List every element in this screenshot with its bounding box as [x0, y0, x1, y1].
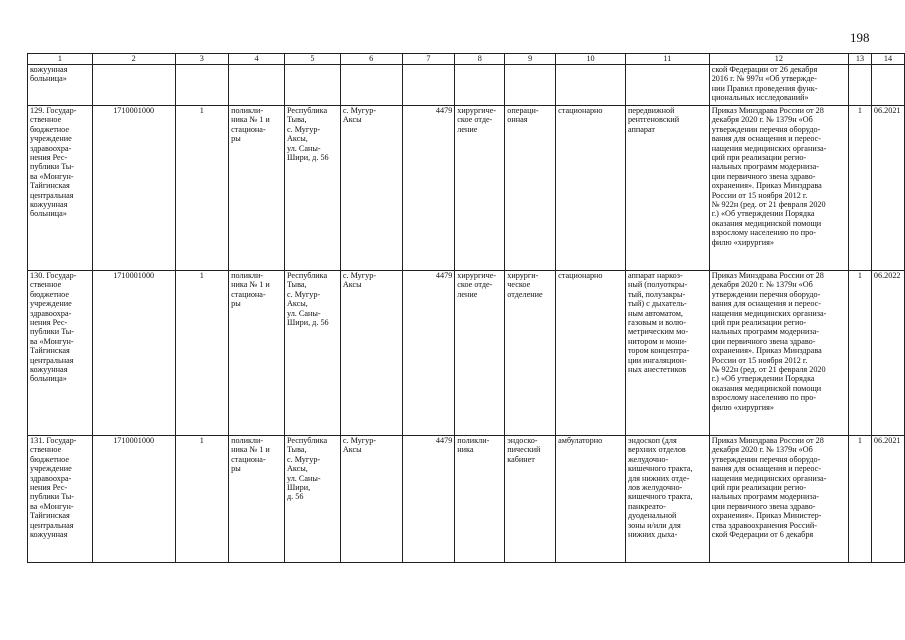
cell-legal-basis: Приказ Минздрава России от 28 декабря 2020 г. № 1379н «Об утверждении перечня оборудо- вания для оснащения и переос- нащения медицинских организа- ций при реализации регио- нальных программ модерниза- ции первичного звена здраво- охранения». Приказ Минздрава России от 15 ноября 2012 г. № 922н (ред. от 21 февраля 2020 г.) «Об утверждении Порядка оказания медицинской помощи взрослому населению по про- филю «хирургия» — [709, 271, 848, 436]
header-cell: 2 — [92, 54, 175, 65]
cell-room: эндоско- пический кабинет — [505, 436, 556, 563]
cell-population: 4479 — [402, 271, 455, 436]
cell-quantity: 1 — [175, 106, 229, 271]
cell-address: Республика Тыва, с. Мугур- Аксы, ул. Саны- Шири, д. 56 — [284, 436, 340, 563]
header-cell: 7 — [402, 54, 455, 65]
cell-code: 1710001000 — [92, 106, 175, 271]
cell-population — [402, 65, 455, 106]
cell-legal-basis: ской Федерации от 26 декабря 2016 г. № 997н «Об утвержде- нии Правил проведения функ- циональных исследований» — [709, 65, 848, 106]
cell-care-type: стационарно — [556, 271, 626, 436]
cell-address: Республика Тыва, с. Мугур- Аксы, ул. Саны- Шири, д. 56 — [284, 271, 340, 436]
cell-address — [284, 65, 340, 106]
header-cell: 5 — [284, 54, 340, 65]
cell-population: 4479 — [402, 106, 455, 271]
cell-facility: поликли- ника № 1 и стациона- ры — [229, 271, 285, 436]
cell-code: 1710001000 — [92, 271, 175, 436]
register-table — [27, 53, 905, 563]
cell-equipment: эндоскоп (для верхних отделов желудочно- кишечного тракта, для нижних отде- лов желудочно- кишечного тракта, панкреато- дуоденальной зоны и/или для нижних дыха- — [625, 436, 709, 563]
cell-organization: кожуунная больница» — [28, 65, 93, 106]
cell-quantity — [175, 65, 229, 106]
cell-equipment: передвижной рентгеновский аппарат — [625, 106, 709, 271]
cell-settlement: с. Мугур- Аксы — [340, 436, 402, 563]
header-cell: 6 — [340, 54, 402, 65]
cell-count: 1 — [849, 271, 872, 436]
cell-department: поликли- ника — [455, 436, 505, 563]
cell-settlement — [340, 65, 402, 106]
cell-count: 1 — [849, 106, 872, 271]
cell-legal-basis: Приказ Минздрава России от 28 декабря 2020 г. № 1379н «Об утверждении перечня оборудо- вания для оснащения и переос- нащения медицинских организа- ций при реализации регио- нальных программ модерниза- ции первичного звена здраво- охранения». Приказ Министер- ства здравоохранения Россий- ской Федерации от 6 декабря — [709, 436, 848, 563]
cell-quantity: 1 — [175, 271, 229, 436]
cell-room — [505, 65, 556, 106]
cell-equipment — [625, 65, 709, 106]
cell-room: операци- онная — [505, 106, 556, 271]
header-cell: 13 — [849, 54, 872, 65]
cell-equipment: аппарат наркоз- ный (полуоткры- тый, полузакры- тый) с дыхатель- ным автоматом, газовым и волю- метрическим мо- нитором и мони- тором концентра- ции ингаляцион- ных анестетиков — [625, 271, 709, 436]
header-cell: 8 — [455, 54, 505, 65]
table-row — [28, 436, 905, 563]
cell-population: 4479 — [402, 436, 455, 563]
cell-count — [849, 65, 872, 106]
header-cell: 4 — [229, 54, 285, 65]
cell-facility: поликли- ника № 1 и стациона- ры — [229, 436, 285, 563]
cell-department: хирургиче- ское отде- ление — [455, 271, 505, 436]
page-number: 198 — [850, 30, 870, 45]
cell-facility: поликли- ника № 1 и стациона- ры — [229, 106, 285, 271]
cell-code — [92, 65, 175, 106]
table-row — [28, 106, 905, 271]
cell-quantity: 1 — [175, 436, 229, 563]
cell-legal-basis: Приказ Минздрава России от 28 декабря 2020 г. № 1379н «Об утверждении перечня оборудо- вания для оснащения и переос- нащения медицинских организа- ций при реализации регио- нальных программ модерниза- ции первичного звена здраво- охранения». Приказ Минздрава России от 15 ноября 2012 г. № 922н (ред. от 21 февраля 2020 г.) «Об утверждении Порядка оказания медицинской помощи взрослому населению по про- филю «хирургия» — [709, 106, 848, 271]
cell-address: Республика Тыва, с. Мугур- Аксы, ул. Саны- Шири, д. 56 — [284, 106, 340, 271]
table-row — [28, 65, 905, 106]
header-cell: 14 — [871, 54, 904, 65]
cell-care-type — [556, 65, 626, 106]
cell-organization: 130. Государ- ственное бюджетное учреждение здравоохра- нения Рес- публики Ты- ва «Монгун- Тайгинская центральная кожуунная больница» — [28, 271, 93, 436]
cell-department — [455, 65, 505, 106]
header-cell: 3 — [175, 54, 229, 65]
cell-date: 06.2021 — [871, 436, 904, 563]
header-cell: 1 — [28, 54, 93, 65]
cell-room: хирурги- ческое отделение — [505, 271, 556, 436]
cell-code: 1710001000 — [92, 436, 175, 563]
cell-care-type: амбулаторно — [556, 436, 626, 563]
cell-date: 06.2022 — [871, 271, 904, 436]
cell-settlement: с. Мугур- Аксы — [340, 106, 402, 271]
header-cell: 12 — [709, 54, 848, 65]
cell-department: хирургиче- ское отде- ление — [455, 106, 505, 271]
header-row — [28, 54, 905, 65]
header-cell: 11 — [625, 54, 709, 65]
cell-care-type: стационарно — [556, 106, 626, 271]
table-row — [28, 271, 905, 436]
cell-organization: 131. Государ- ственное бюджетное учреждение здравоохра- нения Рес- публики Ты- ва «Монгун- Тайгинская центральная кожуунная — [28, 436, 93, 563]
cell-count: 1 — [849, 436, 872, 563]
header-cell: 9 — [505, 54, 556, 65]
cell-facility — [229, 65, 285, 106]
cell-date — [871, 65, 904, 106]
cell-organization: 129. Государ- ственное бюджетное учреждение здравоохра- нения Рес- публики Ты- ва «Монгун- Тайгинская центральная кожуунная больница» — [28, 106, 93, 271]
cell-date: 06.2021 — [871, 106, 904, 271]
header-cell: 10 — [556, 54, 626, 65]
cell-settlement: с. Мугур- Аксы — [340, 271, 402, 436]
